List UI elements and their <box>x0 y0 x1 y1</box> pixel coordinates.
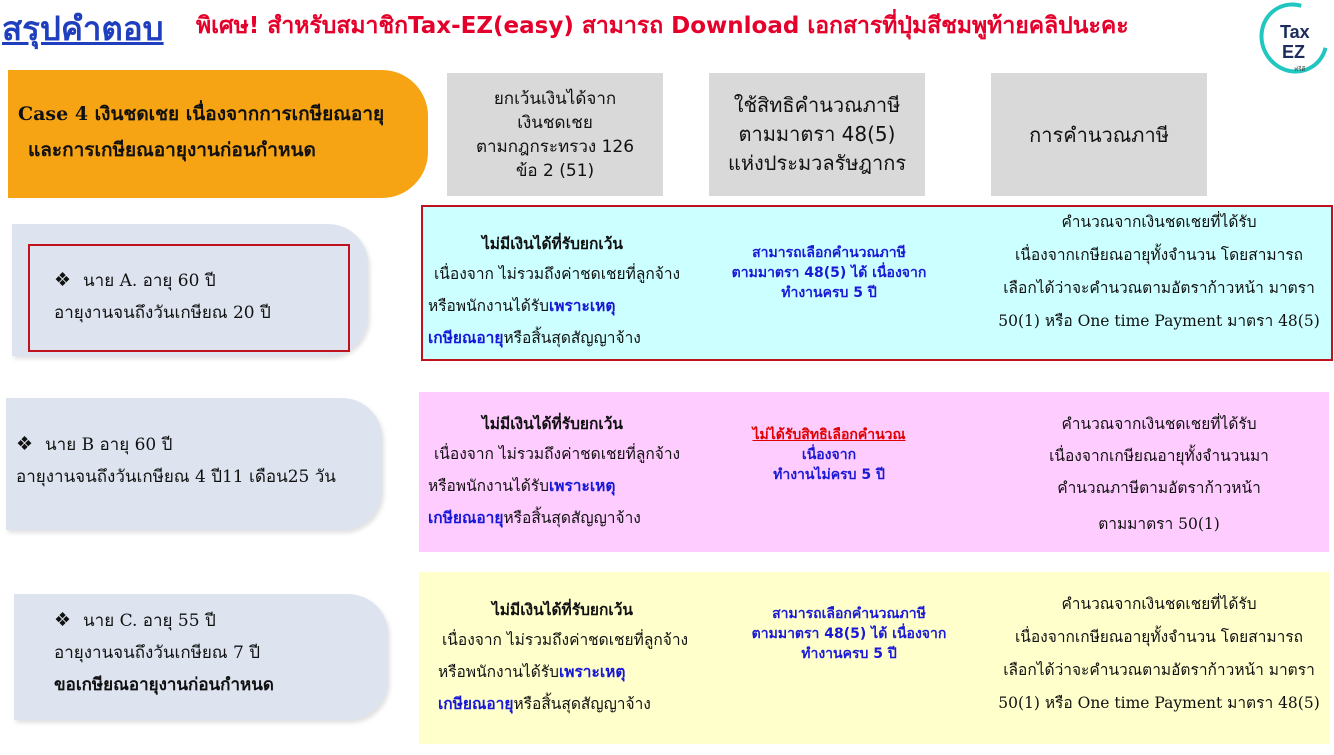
case-title-box <box>8 70 428 198</box>
exempt-emphasis: เกษียณอายุ <box>428 328 504 347</box>
person-name-age: นาย B อายุ 60 ปี <box>45 435 173 455</box>
exempt-cell-a <box>428 228 680 354</box>
col1-line: ตามกฎกระทรวง 126 <box>475 136 635 157</box>
calc-line: เลือกได้ว่าจะคำนวณตามอัตราก้าวหน้า มาตรา <box>1003 661 1315 679</box>
col2-line: ใช้สิทธิคำนวณภาษี <box>733 93 901 117</box>
column-header-tax-calc: การคำนวณภาษี <box>991 73 1207 196</box>
option-line: ตามมาตรา 48(5) ได้ เนื่องจาก <box>731 265 927 281</box>
col2-line: แห่งประมวลรัษฎากร <box>727 151 907 175</box>
option-cell-b <box>706 425 952 485</box>
calc-line: เลือกได้ว่าจะคำนวณตามอัตราก้าวหน้า มาตรา <box>1003 279 1315 297</box>
col2-line: ตามมาตรา 48(5) <box>738 122 896 146</box>
option-line: สามารถเลือกคำนวณภาษี <box>772 606 926 622</box>
exempt-line: หรือพนักงานได้รับ <box>428 477 549 495</box>
calc-line: เนื่องจากเกษียณอายุทั้งจำนวน โดยสามารถ <box>1014 628 1304 646</box>
person-card-a <box>12 224 368 356</box>
calc-cell-a <box>992 206 1326 338</box>
calc-line: คำนวณภาษีตามอัตราก้าวหน้า <box>1057 479 1261 497</box>
person-name-age: นาย A. อายุ 60 ปี <box>83 271 216 291</box>
option-line: เนื่องจาก <box>801 447 857 463</box>
exempt-emphasis: เพราะเหตุ <box>548 296 616 315</box>
exempt-emphasis: เพราะเหตุ <box>548 476 616 495</box>
calc-line: ตามมาตรา 50(1) <box>1098 515 1220 533</box>
column-header-section-48 <box>709 73 925 196</box>
column-header-exemption <box>447 73 663 196</box>
col1-line: ยกเว้นเงินได้จาก <box>493 88 617 109</box>
page-subtitle: พิเศษ! สำหรับสมาชิกTax-EZ(easy) สามารถ Download เอกสารที่ปุ่มสีชมพูท้ายคลิปนะคะ <box>196 13 1129 39</box>
person-card-c <box>14 594 388 720</box>
exempt-emphasis: เพราะเหตุ <box>558 662 626 681</box>
exempt-line: เนื่องจาก ไม่รวมถึงค่าชดเชยที่ลูกจ้าง <box>442 631 689 649</box>
exempt-emphasis: เกษียณอายุ <box>438 694 514 713</box>
option-cell-a <box>706 243 952 303</box>
calc-line: 50(1) หรือ One time Payment มาตรา 48(5) <box>998 694 1320 712</box>
exempt-line: เนื่องจาก ไม่รวมถึงค่าชดเชยที่ลูกจ้าง <box>434 445 681 463</box>
bullet-icon: ❖ <box>16 433 34 455</box>
calc-line: เนื่องจากเกษียณอายุทั้งจำนวน โดยสามารถ <box>1014 246 1304 264</box>
exempt-line: หรือสิ้นสุดสัญญาจ้าง <box>503 509 641 527</box>
exempt-line: หรือพนักงานได้รับ <box>428 297 549 315</box>
option-line: ทำงานครบ 5 ปี <box>801 646 897 662</box>
option-line: ตามมาตรา 48(5) ได้ เนื่องจาก <box>751 626 947 642</box>
option-line: ทำงานไม่ครบ 5 ปี <box>773 467 885 483</box>
exempt-line: เนื่องจาก ไม่รวมถึงค่าชดเชยที่ลูกจ้าง <box>434 265 681 283</box>
option-denied: ไม่ได้รับสิทธิเลือกคำนวณ <box>752 427 906 443</box>
calc-cell-c <box>992 588 1326 720</box>
calc-cell-b <box>992 408 1326 540</box>
logo-tagline: ฟรีดี <box>1294 66 1306 73</box>
calc-line: คำนวณจากเงินชดเชยที่ได้รับ <box>1061 595 1257 613</box>
bullet-icon: ❖ <box>54 609 72 631</box>
option-line: สามารถเลือกคำนวณภาษี <box>752 245 906 261</box>
exempt-head: ไม่มีเงินได้ที่รับยกเว้น <box>492 600 633 619</box>
calc-line: คำนวณจากเงินชดเชยที่ได้รับ <box>1061 213 1257 231</box>
case-line-2: และการเกษียณอายุงานก่อนกำหนด <box>28 139 316 161</box>
tax-ez-logo <box>1258 2 1332 80</box>
col1-line: เงินชดเชย <box>517 112 593 133</box>
case-line-1: Case 4 เงินชดเชย เนื่องจากการเกษียณอายุ <box>18 103 385 125</box>
person-service-years: อายุงานจนถึงวันเกษียณ 20 ปี <box>54 303 271 323</box>
calc-line: คำนวณจากเงินชดเชยที่ได้รับ <box>1061 415 1257 433</box>
calc-line: เนื่องจากเกษียณอายุทั้งจำนวนมา <box>1049 447 1269 465</box>
exempt-line: หรือสิ้นสุดสัญญาจ้าง <box>513 695 651 713</box>
exempt-head: ไม่มีเงินได้ที่รับยกเว้น <box>482 414 623 433</box>
col1-line: ข้อ 2 (51) <box>515 160 595 181</box>
calc-line: 50(1) หรือ One time Payment มาตรา 48(5) <box>998 312 1320 330</box>
person-card-b <box>6 398 382 530</box>
exempt-line: หรือพนักงานได้รับ <box>438 663 559 681</box>
person-service-years: อายุงานจนถึงวันเกษียณ 7 ปี <box>54 643 260 663</box>
person-early-retirement: ขอเกษียณอายุงานก่อนกำหนด <box>54 675 274 695</box>
page-title: สรุปคำตอบ <box>2 9 164 48</box>
exempt-head: ไม่มีเงินได้ที่รับยกเว้น <box>482 234 623 253</box>
exempt-emphasis: เกษียณอายุ <box>428 508 504 527</box>
logo-text-tax: Tax <box>1280 22 1310 42</box>
option-cell-c <box>726 604 972 664</box>
logo-text-ez: EZ <box>1282 42 1306 62</box>
exempt-cell-c <box>438 594 688 720</box>
person-name-age: นาย C. อายุ 55 ปี <box>83 611 216 631</box>
exempt-line: หรือสิ้นสุดสัญญาจ้าง <box>503 329 641 347</box>
exempt-cell-b <box>428 408 680 534</box>
bullet-icon: ❖ <box>54 269 72 291</box>
option-line: ทำงานครบ 5 ปี <box>781 285 877 301</box>
person-service-years: อายุงานจนถึงวันเกษียณ 4 ปี11 เดือน25 วัน <box>16 467 336 487</box>
